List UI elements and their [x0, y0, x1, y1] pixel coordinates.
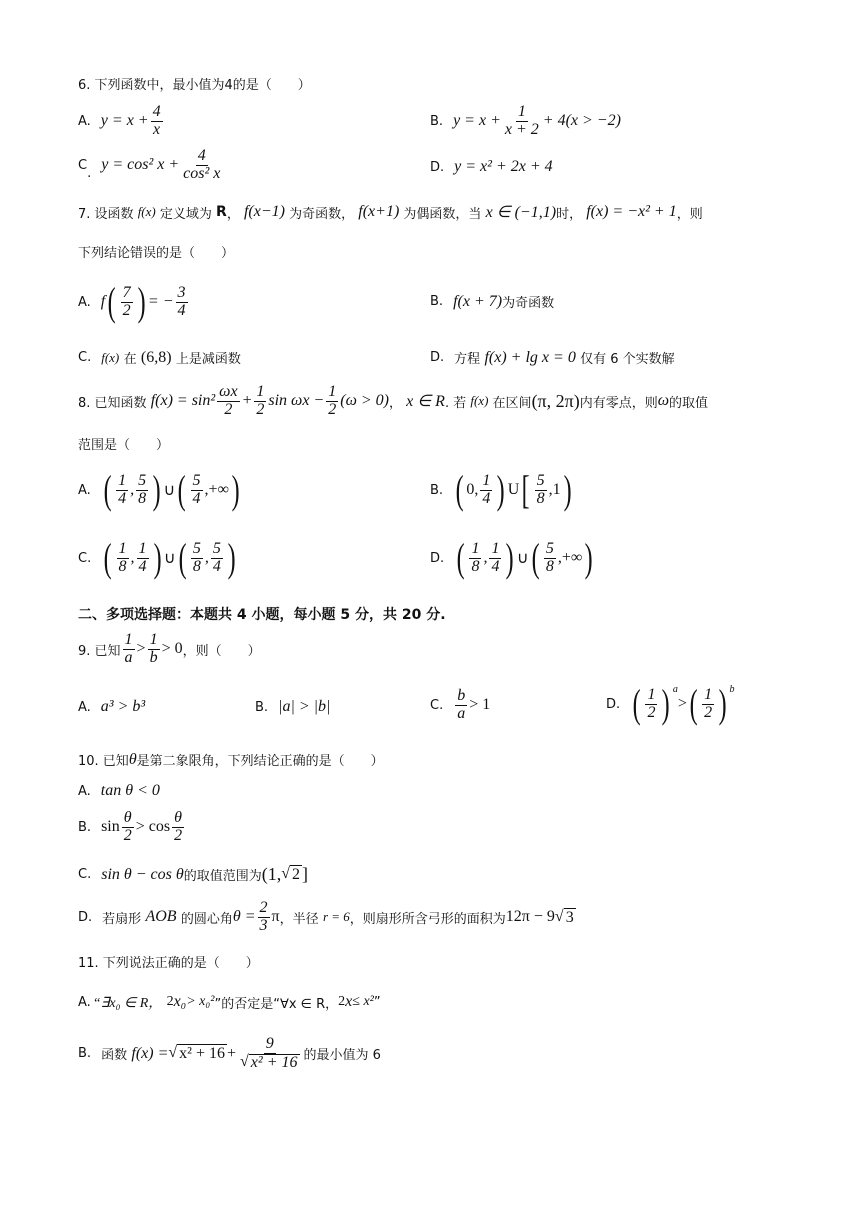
fraction: $\frac{5}{4}$: [192, 471, 201, 507]
fraction: $\frac{5}{8}$: [138, 471, 147, 507]
q7-option-c: C. f(x) 在 (6,8) 上是减函数: [78, 348, 241, 367]
fraction: $\frac{\theta}{2}$: [123, 809, 132, 844]
q10-option-d: D. 若扇形 AOB 的圆心角 θ = $\frac{2}{3}$ π ，半径 r = 6 ，则扇形所含弓形的面积为 12π − 9 √ 3: [78, 899, 574, 934]
fraction: $\frac{1}{2}$: [647, 685, 656, 721]
q9-stem: 9. 已知 $\frac{1}{a}$ > $\frac{1}{b}$ > 0 ，则（ ）: [78, 631, 261, 666]
fraction: $\frac{1}{2}$: [704, 685, 713, 721]
q6-option-b: B. y = x + $\frac{1}{x + 2}$ + 4(x > −2): [430, 103, 621, 138]
fraction: $\frac{1}{x + 2}$: [504, 103, 539, 138]
fraction: $\frac{1}{b}$: [149, 631, 158, 666]
q8-stem: 8. 已知函数 f(x) = sin² $\frac{\omega x}{2}$ + $\frac{1}{2}$ sin ωx − $\frac{1}{2}$ (ω > 0) ， x ∈ R . 若 f(x) 在区间 (π, 2π) 内有零点，则 ω 的取值: [78, 383, 709, 418]
fraction: $\frac{7}{2}$: [122, 283, 131, 319]
q8-option-b: B. ( 0, $\frac{1}{4}$ ) U [ $\frac{5}{8}$ ,1 ): [430, 467, 572, 512]
q9-option-d: D. ( $\frac{1}{2}$ ) a > ( $\frac{1}{2}$ ) b: [606, 681, 735, 726]
fraction: $\frac{3}{4}$: [177, 283, 186, 319]
sqrt: √ 2: [281, 865, 301, 883]
sqrt: √ 3: [554, 907, 574, 926]
fraction: $\frac{5}{8}$: [192, 539, 201, 575]
q7-stem-2: 下列结论错误的是（ ）: [78, 246, 235, 261]
sqrt: √ x² + 16: [168, 1044, 225, 1063]
q7-option-a: A. f ( $\frac{7}{2}$ ) = − $\frac{3}{4}$: [78, 279, 186, 324]
q7-option-d: D. 方程 f(x) + lg x = 0 仅有 6 个实数解: [430, 348, 675, 367]
q11-stem: 11. 下列说法正确的是（ ）: [78, 956, 259, 971]
q8-option-c: C. ( $\frac{1}{8}$ , $\frac{1}{4}$ ) ∪ ( $\frac{5}{8}$ , $\frac{5}{4}$ ): [78, 535, 236, 580]
q11-option-a: A. “∃x₀ ∈ R， 2 x₀ > x₀² ”的否定是“∀x ∈ R， 2 x ≤ x² ”: [78, 993, 381, 1012]
q6-stem: 6. 下列函数中，最小值为4的是（ ）: [78, 78, 311, 93]
fraction: $\frac{\omega x}{2}$: [219, 383, 238, 418]
fraction: $\frac{1}{a}$: [124, 631, 133, 666]
fraction: 9 √ x² + 16: [240, 1035, 298, 1071]
fraction: $\frac{1}{8}$: [471, 539, 480, 575]
q7-stem: 7. 设函数 f(x) 定义域为 R ， f(x−1) 为奇函数， f(x+1) 为偶函数，当 x ∈ (−1,1) 时， f(x) = −x² + 1 ，则: [78, 203, 703, 222]
q10-option-b: B. sin $\frac{\theta}{2}$ > cos $\frac{\theta}{2}$: [78, 809, 183, 844]
fraction: $\frac{4}{\text{cos² x}}$: [183, 147, 221, 182]
q8-option-d: D. ( $\frac{1}{8}$ , $\frac{1}{4}$ ) ∪ ( $\frac{5}{8}$ ,+∞ ): [430, 535, 593, 580]
q6-option-d: D. y = x² + 2x + 4: [430, 158, 553, 175]
q7-option-b: B. f(x + 7) 为奇函数: [430, 292, 555, 311]
q6-option-a: A. y = x + $\frac{4}{x}$: [78, 103, 161, 138]
fraction: $\frac{1}{2}$: [328, 383, 337, 418]
q10-stem: 10. 已知 θ 是第二象限角，下列结论正确的是（ ）: [78, 750, 384, 769]
fraction: $\frac{\theta}{2}$: [174, 809, 183, 844]
q10-option-c: C. sin θ − cos θ 的取值范围为 (1, √ 2 ]: [78, 864, 309, 884]
q11-option-b: B. 函数 f(x) = √ x² + 16 + 9 √ x² + 16 的最小值为 6: [78, 1035, 381, 1071]
section-heading: 二、多项选择题：本题共 4 小题，每小题 5 分，共 20 分.: [78, 607, 446, 623]
fraction: $\frac{1}{4}$: [138, 539, 147, 575]
fraction: $\frac{1}{4}$: [491, 539, 500, 575]
fraction: $\frac{1}{2}$: [256, 383, 265, 418]
fraction: $\frac{5}{8}$: [536, 471, 545, 507]
q9-option-a: A. a³ > b³: [78, 698, 146, 715]
fraction: $\frac{b}{a}$: [457, 687, 466, 722]
q6-option-c: C . y = cos² x + $\frac{4}{\text{cos² x}}$: [78, 147, 221, 182]
fraction: $\frac{5}{8}$: [545, 539, 554, 575]
q8-stem-2: 范围是（ ）: [78, 438, 170, 453]
fraction: $\frac{1}{8}$: [118, 539, 127, 575]
fraction: $\frac{1}{4}$: [118, 471, 127, 507]
fraction: $\frac{1}{4}$: [482, 471, 491, 507]
fraction: $\frac{5}{4}$: [212, 539, 221, 575]
q8-option-a: A. ( $\frac{1}{4}$ , $\frac{5}{8}$ ) ∪ ( $\frac{5}{4}$ ,+∞ ): [78, 467, 240, 512]
fraction: $\frac{4}{x}$: [152, 103, 161, 138]
q9-option-b: B. |a| > |b|: [255, 698, 331, 715]
fraction: $\frac{2}{3}$: [259, 899, 268, 934]
q9-option-c: C. $\frac{b}{a}$ > 1: [430, 687, 491, 722]
q10-option-a: A. tan θ < 0: [78, 782, 160, 799]
